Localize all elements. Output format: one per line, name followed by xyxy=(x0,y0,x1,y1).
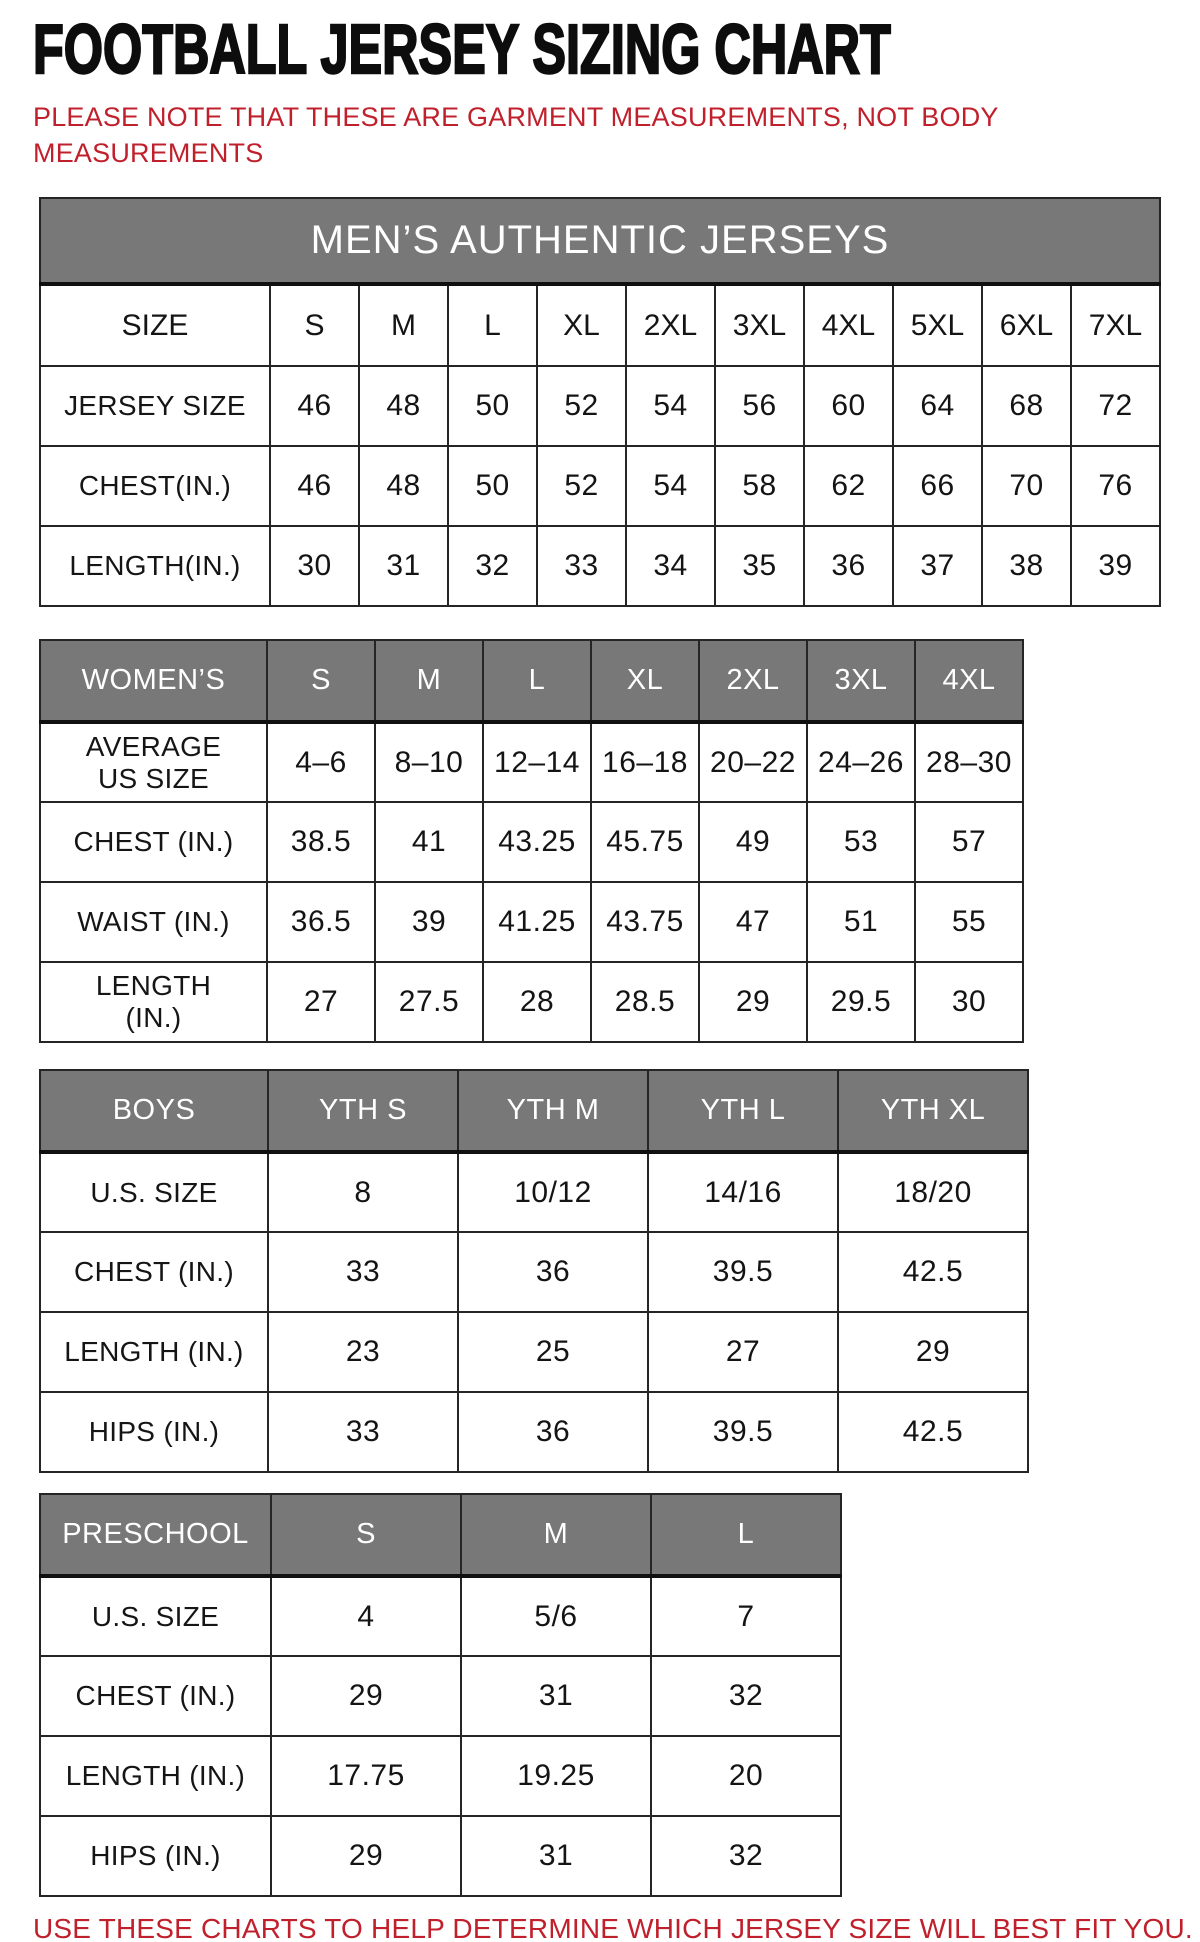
table-header-row xyxy=(40,1070,1028,1152)
garment-measurements-note xyxy=(33,100,1200,171)
row-label: CHEST (IN.) xyxy=(40,1232,268,1312)
table-cell: 36 xyxy=(804,526,893,606)
row-label: CHEST (IN.) xyxy=(40,1656,271,1736)
column-header: L xyxy=(448,284,537,366)
column-header: S xyxy=(271,1494,461,1576)
table-cell: 55 xyxy=(915,882,1023,962)
table-cell: 16–18 xyxy=(591,722,699,802)
table-cell: 41 xyxy=(375,802,483,882)
table-header-row xyxy=(40,1494,841,1576)
table-cell: 20–22 xyxy=(699,722,807,802)
column-header: XL xyxy=(591,640,699,722)
table-cell: 29 xyxy=(271,1656,461,1736)
column-header: 2XL xyxy=(626,284,715,366)
table-cell: 33 xyxy=(537,526,626,606)
table-cell: 48 xyxy=(359,366,448,446)
table-cell: 17.75 xyxy=(271,1736,461,1816)
table-cell: 19.25 xyxy=(461,1736,651,1816)
table-corner-header: BOYS xyxy=(40,1070,268,1152)
column-header: 3XL xyxy=(715,284,804,366)
column-header: M xyxy=(461,1494,651,1576)
table-cell: 29 xyxy=(838,1312,1028,1392)
table-cell: 18/20 xyxy=(838,1152,1028,1232)
table-cell: 54 xyxy=(626,366,715,446)
table-banner-row xyxy=(40,198,1160,284)
table-cell: 23 xyxy=(268,1312,458,1392)
table-row xyxy=(40,1312,1028,1392)
table-cell: 42.5 xyxy=(838,1232,1028,1312)
table-cell: 28 xyxy=(483,962,591,1042)
table-cell: 36 xyxy=(458,1392,648,1472)
table-row xyxy=(40,1392,1028,1472)
table-header-row xyxy=(40,640,1023,722)
table-row xyxy=(40,1152,1028,1232)
table-cell: 46 xyxy=(270,366,359,446)
row-label: WAIST (IN.) xyxy=(40,882,267,962)
table-row xyxy=(40,526,1160,606)
column-header: S xyxy=(267,640,375,722)
table-header-row xyxy=(40,284,1160,366)
table-cell: 27 xyxy=(267,962,375,1042)
table-cell: 33 xyxy=(268,1232,458,1312)
column-header: 7XL xyxy=(1071,284,1160,366)
preschool-sizing-table xyxy=(39,1493,842,1897)
table-cell: 14/16 xyxy=(648,1152,838,1232)
row-label: LENGTH (IN.) xyxy=(40,1736,271,1816)
table-cell: 41.25 xyxy=(483,882,591,962)
column-header: S xyxy=(270,284,359,366)
column-header: 6XL xyxy=(982,284,1071,366)
table-cell: 50 xyxy=(448,366,537,446)
column-header: L xyxy=(651,1494,841,1576)
table-cell: 29 xyxy=(699,962,807,1042)
table-cell: 43.25 xyxy=(483,802,591,882)
table-cell: 50 xyxy=(448,446,537,526)
column-header: M xyxy=(375,640,483,722)
table-cell: 39.5 xyxy=(648,1232,838,1312)
table-cell: 12–14 xyxy=(483,722,591,802)
row-label: AVERAGE US SIZE xyxy=(40,722,267,802)
table-cell: 28.5 xyxy=(591,962,699,1042)
page-title: FOOTBALL JERSEY SIZING CHART xyxy=(33,10,891,88)
table-cell: 39 xyxy=(1071,526,1160,606)
row-label: CHEST (IN.) xyxy=(40,802,267,882)
table-cell: 4–6 xyxy=(267,722,375,802)
table-cell: 33 xyxy=(268,1392,458,1472)
table-cell: 66 xyxy=(893,446,982,526)
table-row xyxy=(40,802,1023,882)
table-corner-header: SIZE xyxy=(40,284,270,366)
table-cell: 36 xyxy=(458,1232,648,1312)
column-header: 3XL xyxy=(807,640,915,722)
row-label: HIPS (IN.) xyxy=(40,1392,268,1472)
column-header: 4XL xyxy=(804,284,893,366)
footer-note: USE THESE CHARTS TO HELP DETERMINE WHICH JERSEY SIZE WILL BEST FIT YOU. xyxy=(33,1913,1193,1942)
table-cell: 53 xyxy=(807,802,915,882)
table-cell: 37 xyxy=(893,526,982,606)
table-row xyxy=(40,1576,841,1656)
table-cell: 25 xyxy=(458,1312,648,1392)
table-cell: 36.5 xyxy=(267,882,375,962)
table-cell: 45.75 xyxy=(591,802,699,882)
table-cell: 31 xyxy=(359,526,448,606)
mens-authentic-jerseys-table xyxy=(39,197,1161,607)
column-header: YTH S xyxy=(268,1070,458,1152)
table-cell: 76 xyxy=(1071,446,1160,526)
row-label: U.S. SIZE xyxy=(40,1152,268,1232)
table-corner-header: PRESCHOOL xyxy=(40,1494,271,1576)
table-cell: 39 xyxy=(375,882,483,962)
row-label: LENGTH (IN.) xyxy=(40,962,267,1042)
table-cell: 32 xyxy=(448,526,537,606)
row-label: JERSEY SIZE xyxy=(40,366,270,446)
table-cell: 64 xyxy=(893,366,982,446)
table-cell: 38.5 xyxy=(267,802,375,882)
column-header: 5XL xyxy=(893,284,982,366)
column-header: XL xyxy=(537,284,626,366)
table-row xyxy=(40,882,1023,962)
column-header: L xyxy=(483,640,591,722)
table-cell: 20 xyxy=(651,1736,841,1816)
womens-sizing-table xyxy=(39,639,1024,1043)
table-row xyxy=(40,366,1160,446)
table-cell: 28–30 xyxy=(915,722,1023,802)
note-line-2: MEASUREMENTS xyxy=(33,137,264,168)
table-cell: 30 xyxy=(270,526,359,606)
row-label: CHEST(IN.) xyxy=(40,446,270,526)
table-cell: 31 xyxy=(461,1656,651,1736)
table-cell: 8 xyxy=(268,1152,458,1232)
row-label: HIPS (IN.) xyxy=(40,1816,271,1896)
table-cell: 34 xyxy=(626,526,715,606)
table-cell: 52 xyxy=(537,446,626,526)
table-row xyxy=(40,962,1023,1042)
table-row xyxy=(40,446,1160,526)
table-cell: 30 xyxy=(915,962,1023,1042)
row-label: LENGTH (IN.) xyxy=(40,1312,268,1392)
table-row xyxy=(40,1816,841,1896)
table-cell: 43.75 xyxy=(591,882,699,962)
column-header: 2XL xyxy=(699,640,807,722)
table-cell: 57 xyxy=(915,802,1023,882)
table-cell: 72 xyxy=(1071,366,1160,446)
table-cell: 70 xyxy=(982,446,1071,526)
table-cell: 46 xyxy=(270,446,359,526)
table-cell: 27.5 xyxy=(375,962,483,1042)
table-cell: 31 xyxy=(461,1816,651,1896)
table-cell: 60 xyxy=(804,366,893,446)
table-cell: 39.5 xyxy=(648,1392,838,1472)
table-cell: 38 xyxy=(982,526,1071,606)
table-cell: 27 xyxy=(648,1312,838,1392)
column-header: YTH L xyxy=(648,1070,838,1152)
table-cell: 32 xyxy=(651,1656,841,1736)
column-header: 4XL xyxy=(915,640,1023,722)
table-cell: 68 xyxy=(982,366,1071,446)
table-cell: 10/12 xyxy=(458,1152,648,1232)
table-cell: 56 xyxy=(715,366,804,446)
table-cell: 49 xyxy=(699,802,807,882)
table-cell: 48 xyxy=(359,446,448,526)
column-header: M xyxy=(359,284,448,366)
table-cell: 5/6 xyxy=(461,1576,651,1656)
table-cell: 29.5 xyxy=(807,962,915,1042)
table-cell: 32 xyxy=(651,1816,841,1896)
table-cell: 4 xyxy=(271,1576,461,1656)
column-header: YTH XL xyxy=(838,1070,1028,1152)
table-cell: 7 xyxy=(651,1576,841,1656)
table-row xyxy=(40,722,1023,802)
row-label: LENGTH(IN.) xyxy=(40,526,270,606)
table-banner: MEN’S AUTHENTIC JERSEYS xyxy=(40,198,1160,284)
table-row xyxy=(40,1656,841,1736)
note-line-1: PLEASE NOTE THAT THESE ARE GARMENT MEASUREMENTS, NOT BODY xyxy=(33,102,999,132)
table-row xyxy=(40,1232,1028,1312)
table-cell: 24–26 xyxy=(807,722,915,802)
table-cell: 42.5 xyxy=(838,1392,1028,1472)
table-cell: 29 xyxy=(271,1816,461,1896)
table-corner-header: WOMEN’S xyxy=(40,640,267,722)
boys-sizing-table xyxy=(39,1069,1029,1473)
table-row xyxy=(40,1736,841,1816)
table-cell: 35 xyxy=(715,526,804,606)
row-label: U.S. SIZE xyxy=(40,1576,271,1656)
table-cell: 58 xyxy=(715,446,804,526)
table-cell: 8–10 xyxy=(375,722,483,802)
table-cell: 52 xyxy=(537,366,626,446)
table-cell: 51 xyxy=(807,882,915,962)
table-cell: 62 xyxy=(804,446,893,526)
table-cell: 54 xyxy=(626,446,715,526)
table-cell: 47 xyxy=(699,882,807,962)
column-header: YTH M xyxy=(458,1070,648,1152)
